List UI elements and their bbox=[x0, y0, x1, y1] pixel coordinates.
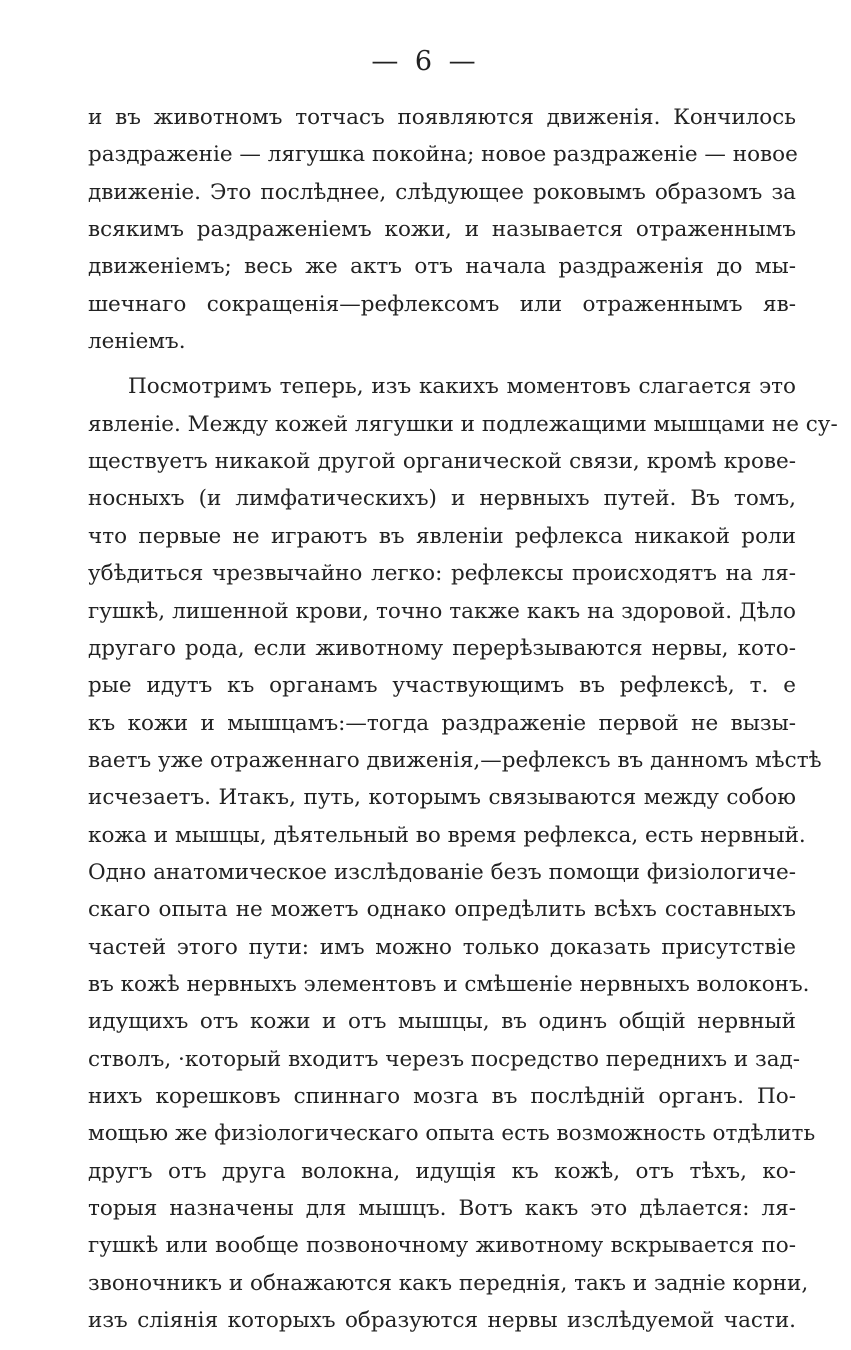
text-line: идущихъ отъ кожи и отъ мышцы, въ одинъ общій нервный bbox=[88, 1009, 796, 1035]
text-line: гушкѣ, лишенной крови, точно также какъ на здоровой. Дѣло bbox=[88, 598, 796, 624]
text-line: раздраженіе — лягушка покойна; новое раздраженіе — новое bbox=[88, 142, 798, 168]
text-line: Одно анатомическое изслѣдованіе безъ помощи физіологиче- bbox=[88, 859, 796, 885]
text-line: другъ отъ друга волокна, идущія къ кожѣ, отъ тѣхъ, ко- bbox=[88, 1158, 796, 1184]
text-line: въ кожѣ нервныхъ элементовъ и смѣшеніе нервныхъ волоконъ. bbox=[88, 971, 810, 997]
text-line: движеніемъ; весь же актъ отъ начала раздраженія до мы- bbox=[88, 254, 796, 280]
paragraph-first-line: Посмотримъ теперь, изъ какихъ моментовъ слагается это bbox=[128, 374, 796, 400]
text-line: леніемъ. bbox=[88, 329, 186, 355]
page-number: — 6 — bbox=[371, 46, 480, 77]
text-line: скаго опыта не можетъ однако опредѣлить всѣхъ составныхъ bbox=[88, 897, 796, 923]
text-line: шечнаго сокращенія—рефлексомъ или отраженнымъ яв- bbox=[88, 291, 796, 317]
text-line: рые идутъ къ органамъ участвующимъ въ рефлексѣ, т. е bbox=[88, 673, 796, 699]
text-line: убѣдиться чрезвычайно легко: рефлексы происходятъ на ля- bbox=[88, 561, 796, 587]
text-line: исчезаетъ. Итакъ, путь, которымъ связываются между собою bbox=[88, 785, 796, 811]
text-line: къ кожи и мышцамъ:—тогда раздраженіе первой не вызы- bbox=[88, 710, 796, 736]
text-line: носныхъ (и лимфатическихъ) и нервныхъ путей. Въ томъ, bbox=[88, 486, 796, 512]
text-line: частей этого пути: имъ можно только доказать присутствіе bbox=[88, 934, 796, 960]
text-line: стволъ, ·который входитъ черезъ посредство переднихъ и зад- bbox=[88, 1046, 801, 1072]
text-line: торыя назначены для мышцъ. Вотъ какъ это дѣлается: ля- bbox=[88, 1196, 796, 1221]
text-line: изъ слiянія которыхъ образуются нервы изслѣдуемой части. bbox=[88, 1308, 796, 1333]
text-line: что первые не играютъ въ явленіи рефлекса никакой роли bbox=[88, 523, 796, 549]
text-line: ваетъ уже отраженнаго движенія,—рефлексъ въ данномъ мѣстѣ bbox=[88, 747, 822, 773]
text-line: другаго рода, если животному перерѣзываются нервы, кото- bbox=[88, 635, 796, 661]
text-line: кожа и мышцы, дѣятельный во время рефлекса, есть нервный. bbox=[88, 822, 806, 848]
text-line: и въ животномъ тотчасъ появляются движенія. Кончилось bbox=[88, 105, 796, 130]
text-line: всякимъ раздраженіемъ кожи, и называется отраженнымъ bbox=[88, 217, 796, 242]
text-line: ществуетъ никакой другой органической связи, кромѣ крове- bbox=[88, 449, 796, 475]
text-line: нихъ корешковъ спиннаго мозга въ послѣдній органъ. По- bbox=[88, 1083, 796, 1109]
text-line: явленіе. Между кожей лягушки и подлежащими мышцами не су- bbox=[88, 411, 838, 437]
text-line: движеніе. Это послѣднее, слѣдующее роковымъ образомъ за bbox=[88, 179, 796, 205]
text-line: мощью же физіологическаго опыта есть возможность отдѣлить bbox=[88, 1121, 816, 1147]
text-line: гушкѣ или вообще позвоночному животному вскрывается по- bbox=[88, 1233, 796, 1259]
text-line: звоночникъ и обнажаются какъ переднія, такъ и задніе корни, bbox=[88, 1270, 809, 1296]
